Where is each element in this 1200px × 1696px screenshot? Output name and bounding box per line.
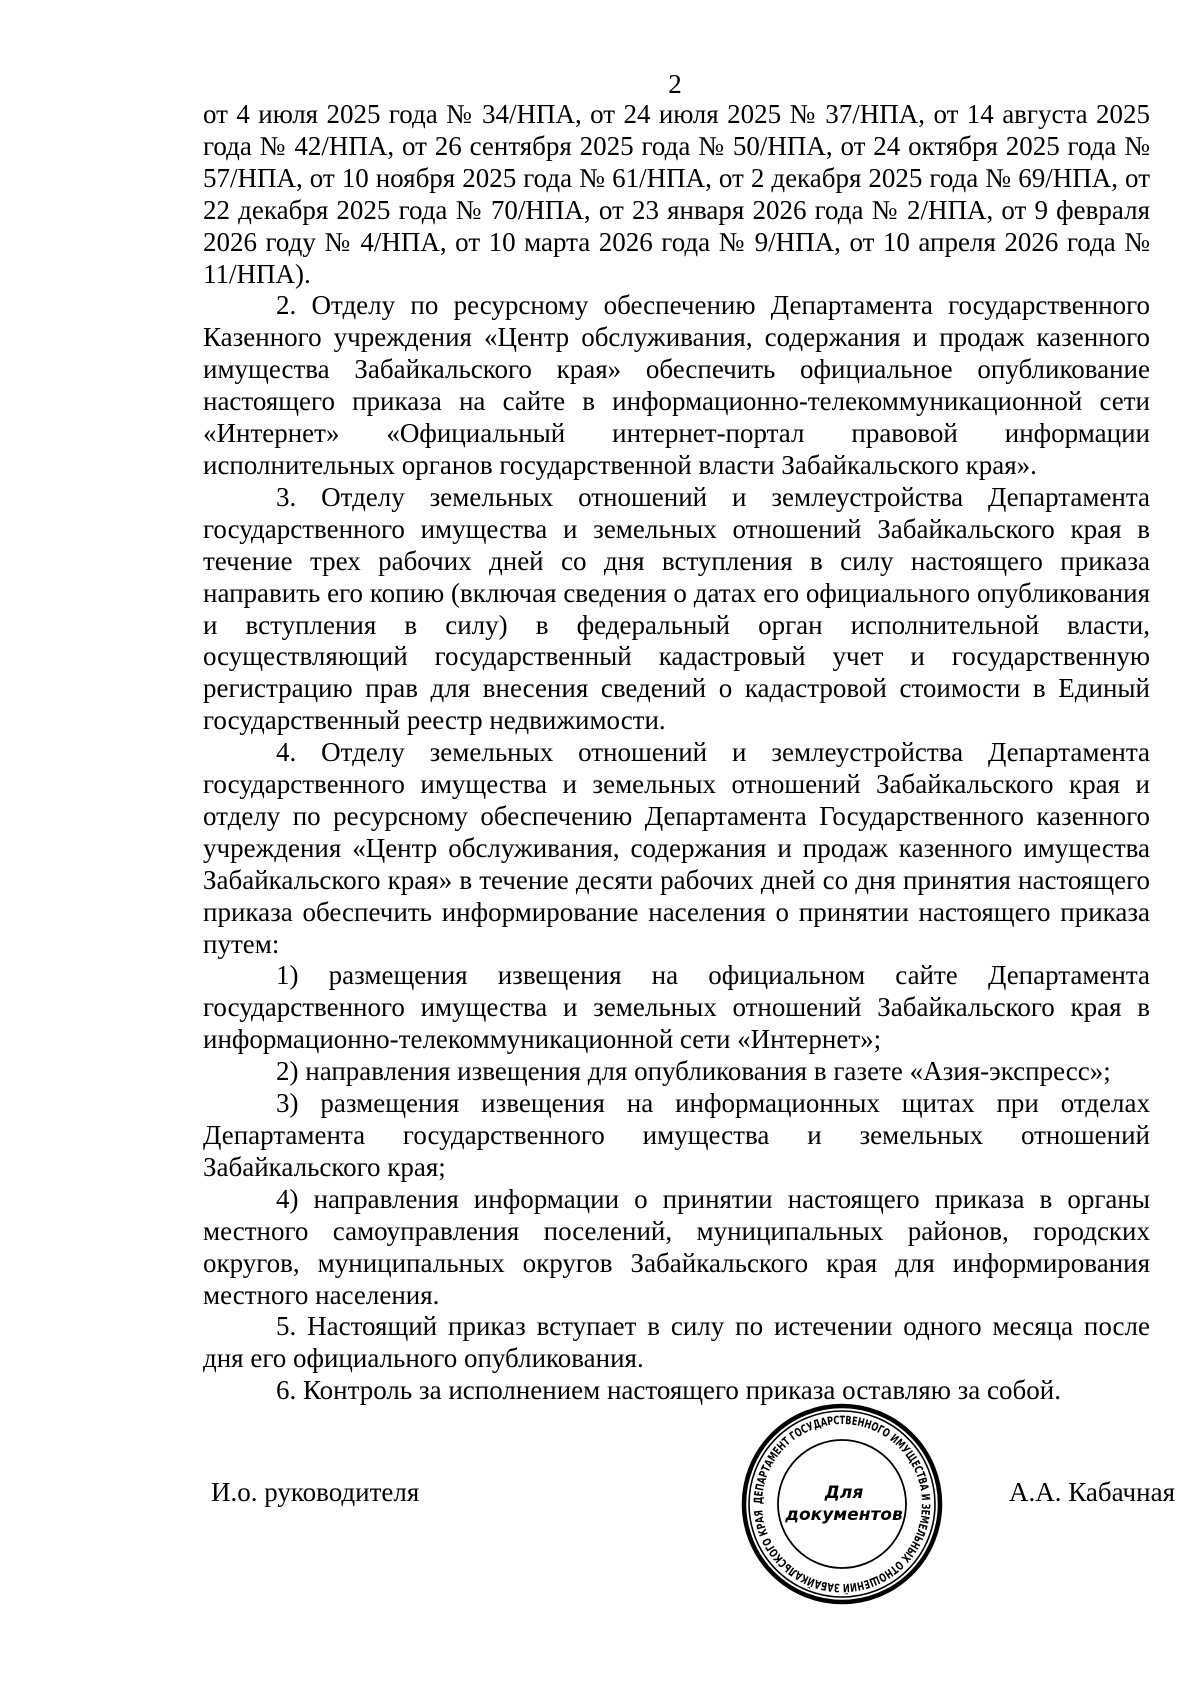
official-seal xyxy=(740,1402,944,1606)
seal-center-line2: документов xyxy=(785,1505,903,1525)
seal-ring-text: ДЕПАРТАМЕНТ ГОСУДАРСТВЕННОГО ИМУЩЕСТВА И ЗЕМЕЛЬНЫХ ОТНОШЕНИЙ ЗАБАЙКАЛЬСКОГО КРАЯ xyxy=(750,1412,934,1596)
seal-center-line1: Для xyxy=(824,1483,864,1503)
paragraph-item-5: 5. Настоящий приказ вступает в силу по истечении одного месяца после дня его официального опубликования. xyxy=(203,1311,1150,1374)
signer-name: А.А. Кабачная xyxy=(1009,1477,1175,1507)
paragraph-subitem-4: 4) направления информации о принятии настоящего приказа в органы местного самоуправления поселений, муниципальных районов, городских округов, муниципальных округов Забайкальского края для информирования местного населения. xyxy=(203,1183,1150,1310)
paragraph-subitem-3: 3) размещения извещения на информационных щитах при отделах Департамента государственного имущества и земельных отношений Забайкальского края; xyxy=(203,1088,1150,1182)
paragraph-item-4: 4. Отделу земельных отношений и землеустройства Департамента государственного имущества и земельных отношений Забайкальского края и отделу по ресурсному обеспечению Департамента Государственного казенного учреждения «Центр обслуживания, содержания и продаж казенного имущества Забайкальского края» в течение десяти рабочих дней со дня принятия настоящего приказа обеспечить информирование населения о принятии настоящего приказа путем: xyxy=(203,737,1150,959)
paragraph-subitem-1: 1) размещения извещения на официальном сайте Департамента государственного имущества и земельных отношений Забайкальского края в информационно-телекоммуникационной сети «Интернет»; xyxy=(203,960,1150,1055)
document-body xyxy=(203,99,1150,1407)
signature-block xyxy=(0,1476,1200,1516)
paragraph-item-3: 3. Отделу земельных отношений и землеустройства Департамента государственного имущества и земельных отношений Забайкальского края в течение трех рабочих дней со дня вступления в силу настоящего приказа направить его копию (включая сведения о датах его официального опубликования и вступления в силу) в федеральный орган исполнительной власти, осуществляющий государственный кадастровый учет и государственную регистрацию прав для внесения сведений о кадастровой стоимости в Единый государственный реестр недвижимости. xyxy=(203,481,1150,736)
paragraph-amendment-list: от 4 июля 2025 года № 34/НПА, от 24 июля 2025 № 37/НПА, от 14 августа 2025 года № 42/НПА, от 26 сентября 2025 года № 50/НПА, от 24 октября 2025 года № 57/НПА, от 10 ноября 2025 года № 61/НПА, от 2 декабря 2025 года № 69/НПА, от 22 декабря 2025 года № 70/НПА, от 23 января 2026 года № 2/НПА, от 9 февраля 2026 году № 4/НПА, от 10 марта 2026 года № 9/НПА, от 10 апреля 2026 года № 11/НПА). xyxy=(203,99,1150,289)
signer-title: И.о. руководителя xyxy=(211,1477,420,1507)
paragraph-item-2: 2. Отделу по ресурсному обеспечению Департамента государственного Казенного учреждения «Центр обслуживания, содержания и продаж казенного имущества Забайкальского края» обеспечить официальное опубликование настоящего приказа на сайте в информационно-телекоммуникационной сети «Интернет» «Официальный интернет-портал правовой информации исполнительных органов государственной власти Забайкальского края». xyxy=(203,290,1150,480)
page-number: 2 xyxy=(668,69,682,99)
paragraph-item-6: 6. Контроль за исполнением настоящего приказа оставляю за собой. xyxy=(276,1375,1061,1406)
paragraph-subitem-2: 2) направления извещения для опубликования в газете «Азия-экспресс»; xyxy=(276,1056,1111,1087)
